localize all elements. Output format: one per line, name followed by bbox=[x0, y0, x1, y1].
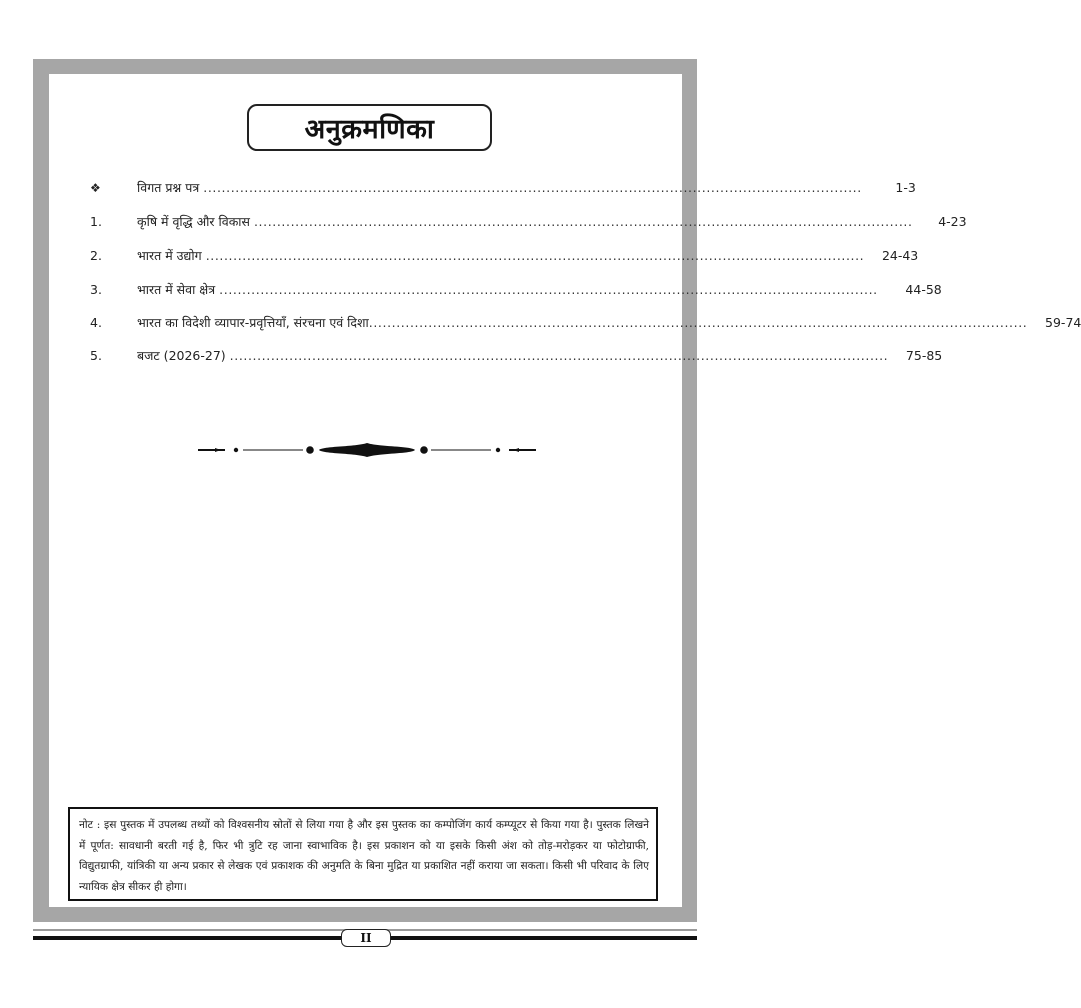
toc-leader-dots: ................................................................................................................................................ bbox=[205, 248, 865, 263]
page-number: II bbox=[341, 929, 391, 947]
page-title: अनुक्रमणिका bbox=[304, 114, 435, 145]
toc-title: कृषि में वृद्धि और विकास bbox=[137, 214, 250, 229]
disclaimer-note-text: नोट : इस पुस्तक में उपलब्ध तथ्यों को विश्वसनीय स्रोतों से लिया गया है और इस पुस्तक का कम्पोजिंग कार्य कम्प्यूटर से किया गया है। पुस्तक लिखने में पूर्णत: सावधानी बरती गई है, फिर भी त्रुटि रह जाना स्वाभाविक है। इस प्रकाशन को या इसके किसी अंश को तोड़-मरोड़कर या फोटोग्राफी, विद्युतग्राफी, यांत्रिकी या अन्य प्रकार से लेखक एवं प्रकाशक की अनुमति के बिना मुद्रित या प्रकाशित नहीं कराया जा सकता। किसी भी परिवाद के लिए न्यायिक क्षेत्र सीकर ही होगा। bbox=[79, 819, 649, 893]
disclaimer-note-box bbox=[68, 807, 658, 901]
four-diamond-bullet-icon: ❖ bbox=[90, 181, 101, 195]
toc-row[interactable] bbox=[85, 347, 943, 369]
toc-title: भारत में सेवा क्षेत्र bbox=[137, 282, 216, 297]
toc-title: विगत प्रश्न पत्र bbox=[137, 180, 200, 195]
toc-number: 1. bbox=[90, 214, 102, 229]
toc-pages: 44-58 bbox=[905, 282, 942, 297]
toc-leader-dots: ................................................................................................................................................ bbox=[253, 214, 913, 229]
toc-pages: 75-85 bbox=[905, 348, 943, 363]
toc-pages: 24-43 bbox=[881, 248, 919, 263]
toc-row[interactable] bbox=[85, 281, 942, 303]
toc-title: बजट (2026-27) bbox=[137, 348, 226, 363]
toc-leader-dots: ................................................................................................................................................ bbox=[219, 282, 878, 297]
toc-pages: 4-23 bbox=[938, 214, 967, 229]
toc-pages: 1-3 bbox=[895, 180, 916, 195]
toc-number: 3. bbox=[90, 282, 102, 297]
toc-title: भारत में उद्योग bbox=[137, 248, 202, 263]
decorative-divider-ornament-icon bbox=[195, 438, 539, 462]
toc-number: 5. bbox=[90, 348, 102, 363]
toc-row[interactable] bbox=[85, 179, 916, 201]
toc-leader-dots: ................................................................................................................................................ bbox=[368, 315, 1028, 330]
toc-number: 2. bbox=[90, 248, 102, 263]
toc-number: 4. bbox=[90, 315, 102, 330]
toc-leader-dots: ................................................................................................................................................ bbox=[229, 348, 889, 363]
title-box bbox=[247, 104, 492, 151]
toc-leader-dots: ................................................................................................................................................ bbox=[203, 180, 862, 195]
toc-title: भारत का विदेशी व्यापार-प्रवृत्तियाँ, संरचना एवं दिशा bbox=[137, 315, 369, 330]
toc-row[interactable] bbox=[85, 213, 967, 235]
toc-row[interactable] bbox=[85, 314, 1081, 336]
toc-row[interactable] bbox=[85, 247, 919, 269]
toc-pages: 59-74 bbox=[1045, 315, 1081, 330]
